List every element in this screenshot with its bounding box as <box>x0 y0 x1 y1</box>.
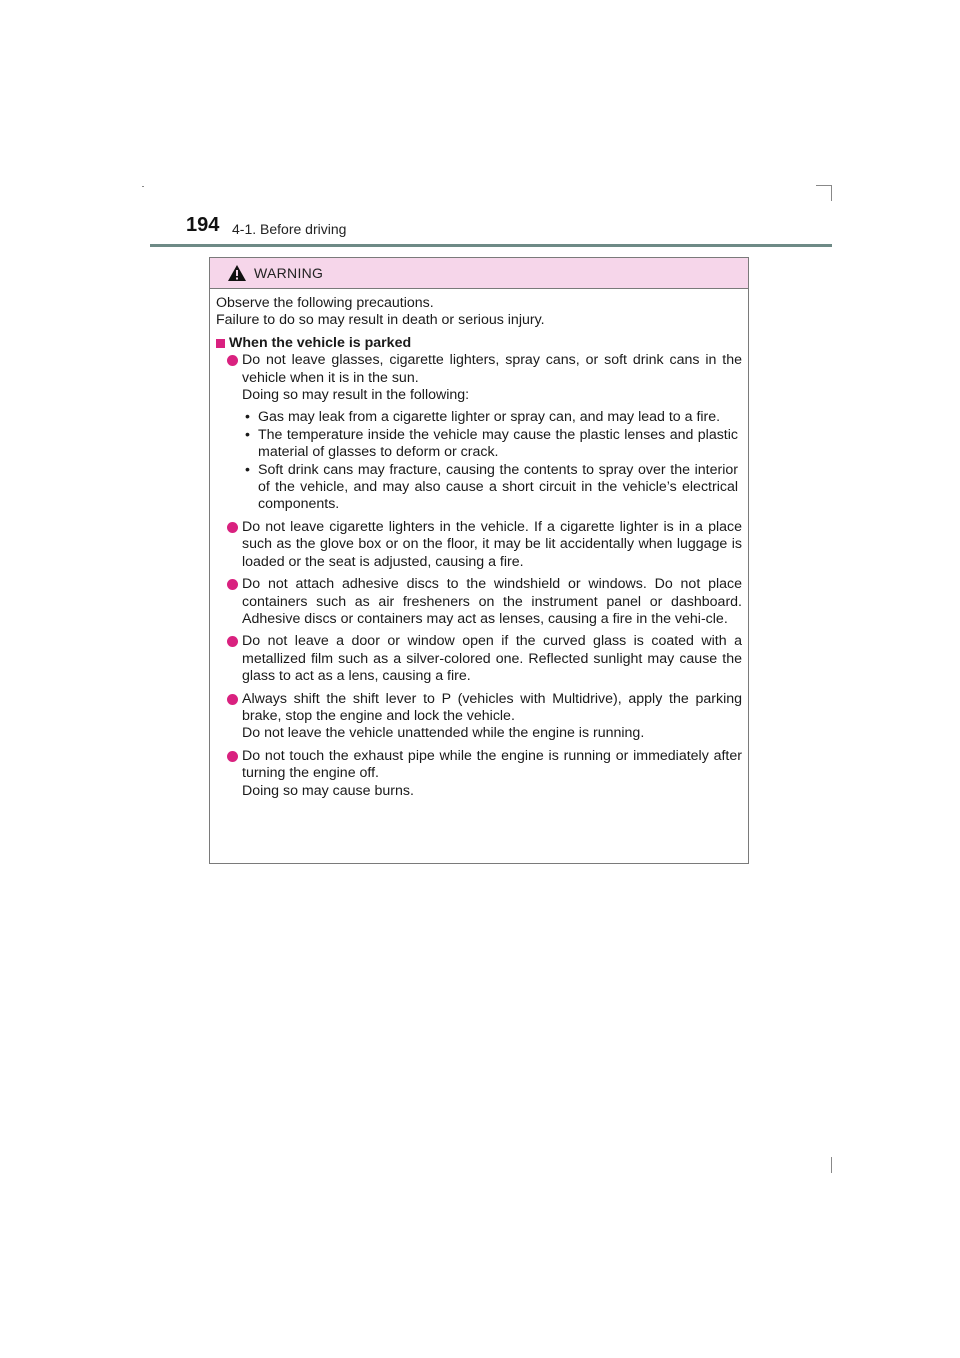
middle-dot-icon: • <box>245 426 250 443</box>
crop-mark-bottom-right <box>831 1157 832 1173</box>
item-text: Do not leave glasses, cigarette lighters, spray cans, or soft drink cans in the vehicle when it is in the sun. <box>242 352 742 386</box>
section-title: 4-1. Before driving <box>232 221 347 237</box>
item-text: Do not leave the vehicle unattended while the engine is running. <box>242 725 645 742</box>
sub-list <box>242 409 742 513</box>
sub-item-text: Gas may leak from a cigarette lighter or spray can, and may lead to a fire. <box>258 409 721 426</box>
item-text: Do not leave a door or window open if the curved glass is coated with a metallized film such as a silver-colored one. Reflected sunlight may cause the glass to act as a lens, causing a fire. <box>242 633 742 685</box>
list-item <box>216 519 742 571</box>
warning-triangle-icon <box>227 264 247 282</box>
item-text: Doing so may cause burns. <box>242 782 414 799</box>
intro-line: Observe the following precautions. <box>216 295 434 311</box>
list-item <box>216 352 742 514</box>
item-text: Doing so may result in the following: <box>242 387 470 404</box>
square-bullet-icon <box>216 339 225 348</box>
bullet-dot-icon <box>227 522 238 533</box>
warning-title: WARNING <box>254 265 324 281</box>
warning-header <box>210 258 748 289</box>
bullet-dot-icon <box>227 579 238 590</box>
crop-mark-top-right-vertical <box>831 185 832 201</box>
list-item <box>216 691 742 743</box>
bullet-dot-icon <box>227 694 238 705</box>
warning-body <box>210 289 748 800</box>
subheading <box>216 335 742 352</box>
item-text: Always shift the shift lever to P (vehicles with Multidrive), apply the parking brake, stop the engine and lock the vehicle. <box>242 690 742 724</box>
intro-line: Failure to do so may result in death or serious injury. <box>216 312 545 329</box>
middle-dot-icon: • <box>245 409 250 426</box>
bullet-dot-icon <box>227 751 238 762</box>
list-item <box>216 748 742 800</box>
header-rule <box>150 244 832 247</box>
precaution-list <box>216 352 742 800</box>
list-item <box>216 576 742 628</box>
item-text: Do not leave cigarette lighters in the vehicle. If a cigarette lighter is in a place such as the glove box or on the floor, it may be lit accidentally when luggage is loaded or the seat is adjusted, causing a fire. <box>242 518 742 570</box>
sub-list-item <box>242 427 742 462</box>
intro-text <box>216 295 742 330</box>
crop-mark-top-right-horizontal <box>816 185 832 186</box>
sub-list-item <box>242 409 742 426</box>
bullet-dot-icon <box>227 355 238 366</box>
list-item <box>216 633 742 685</box>
sub-list-item <box>242 462 742 514</box>
subheading-text: When the vehicle is parked <box>229 334 412 351</box>
sub-item-text: The temperature inside the vehicle may cause the plastic lenses and plastic material of glasses to deform or crack. <box>258 426 738 461</box>
sub-item-text: Soft drink cans may fracture, causing the contents to spray over the interior of the vehicle, and may also cause a short circuit in the vehicle’s electrical components. <box>258 461 738 513</box>
crop-mark-top-left <box>142 186 144 187</box>
warning-box <box>209 257 749 864</box>
page-number: 194 <box>186 214 220 236</box>
bullet-dot-icon <box>227 636 238 647</box>
item-text: Do not touch the exhaust pipe while the engine is running or immediately after turning the engine off. <box>242 747 742 782</box>
middle-dot-icon: • <box>245 461 250 478</box>
item-text: Do not attach adhesive discs to the windshield or windows. Do not place containers such as air fresheners on the instrument panel or dashboard. Adhesive discs or containers may act as lenses, causing a fire in the vehi-cle. <box>242 576 742 627</box>
